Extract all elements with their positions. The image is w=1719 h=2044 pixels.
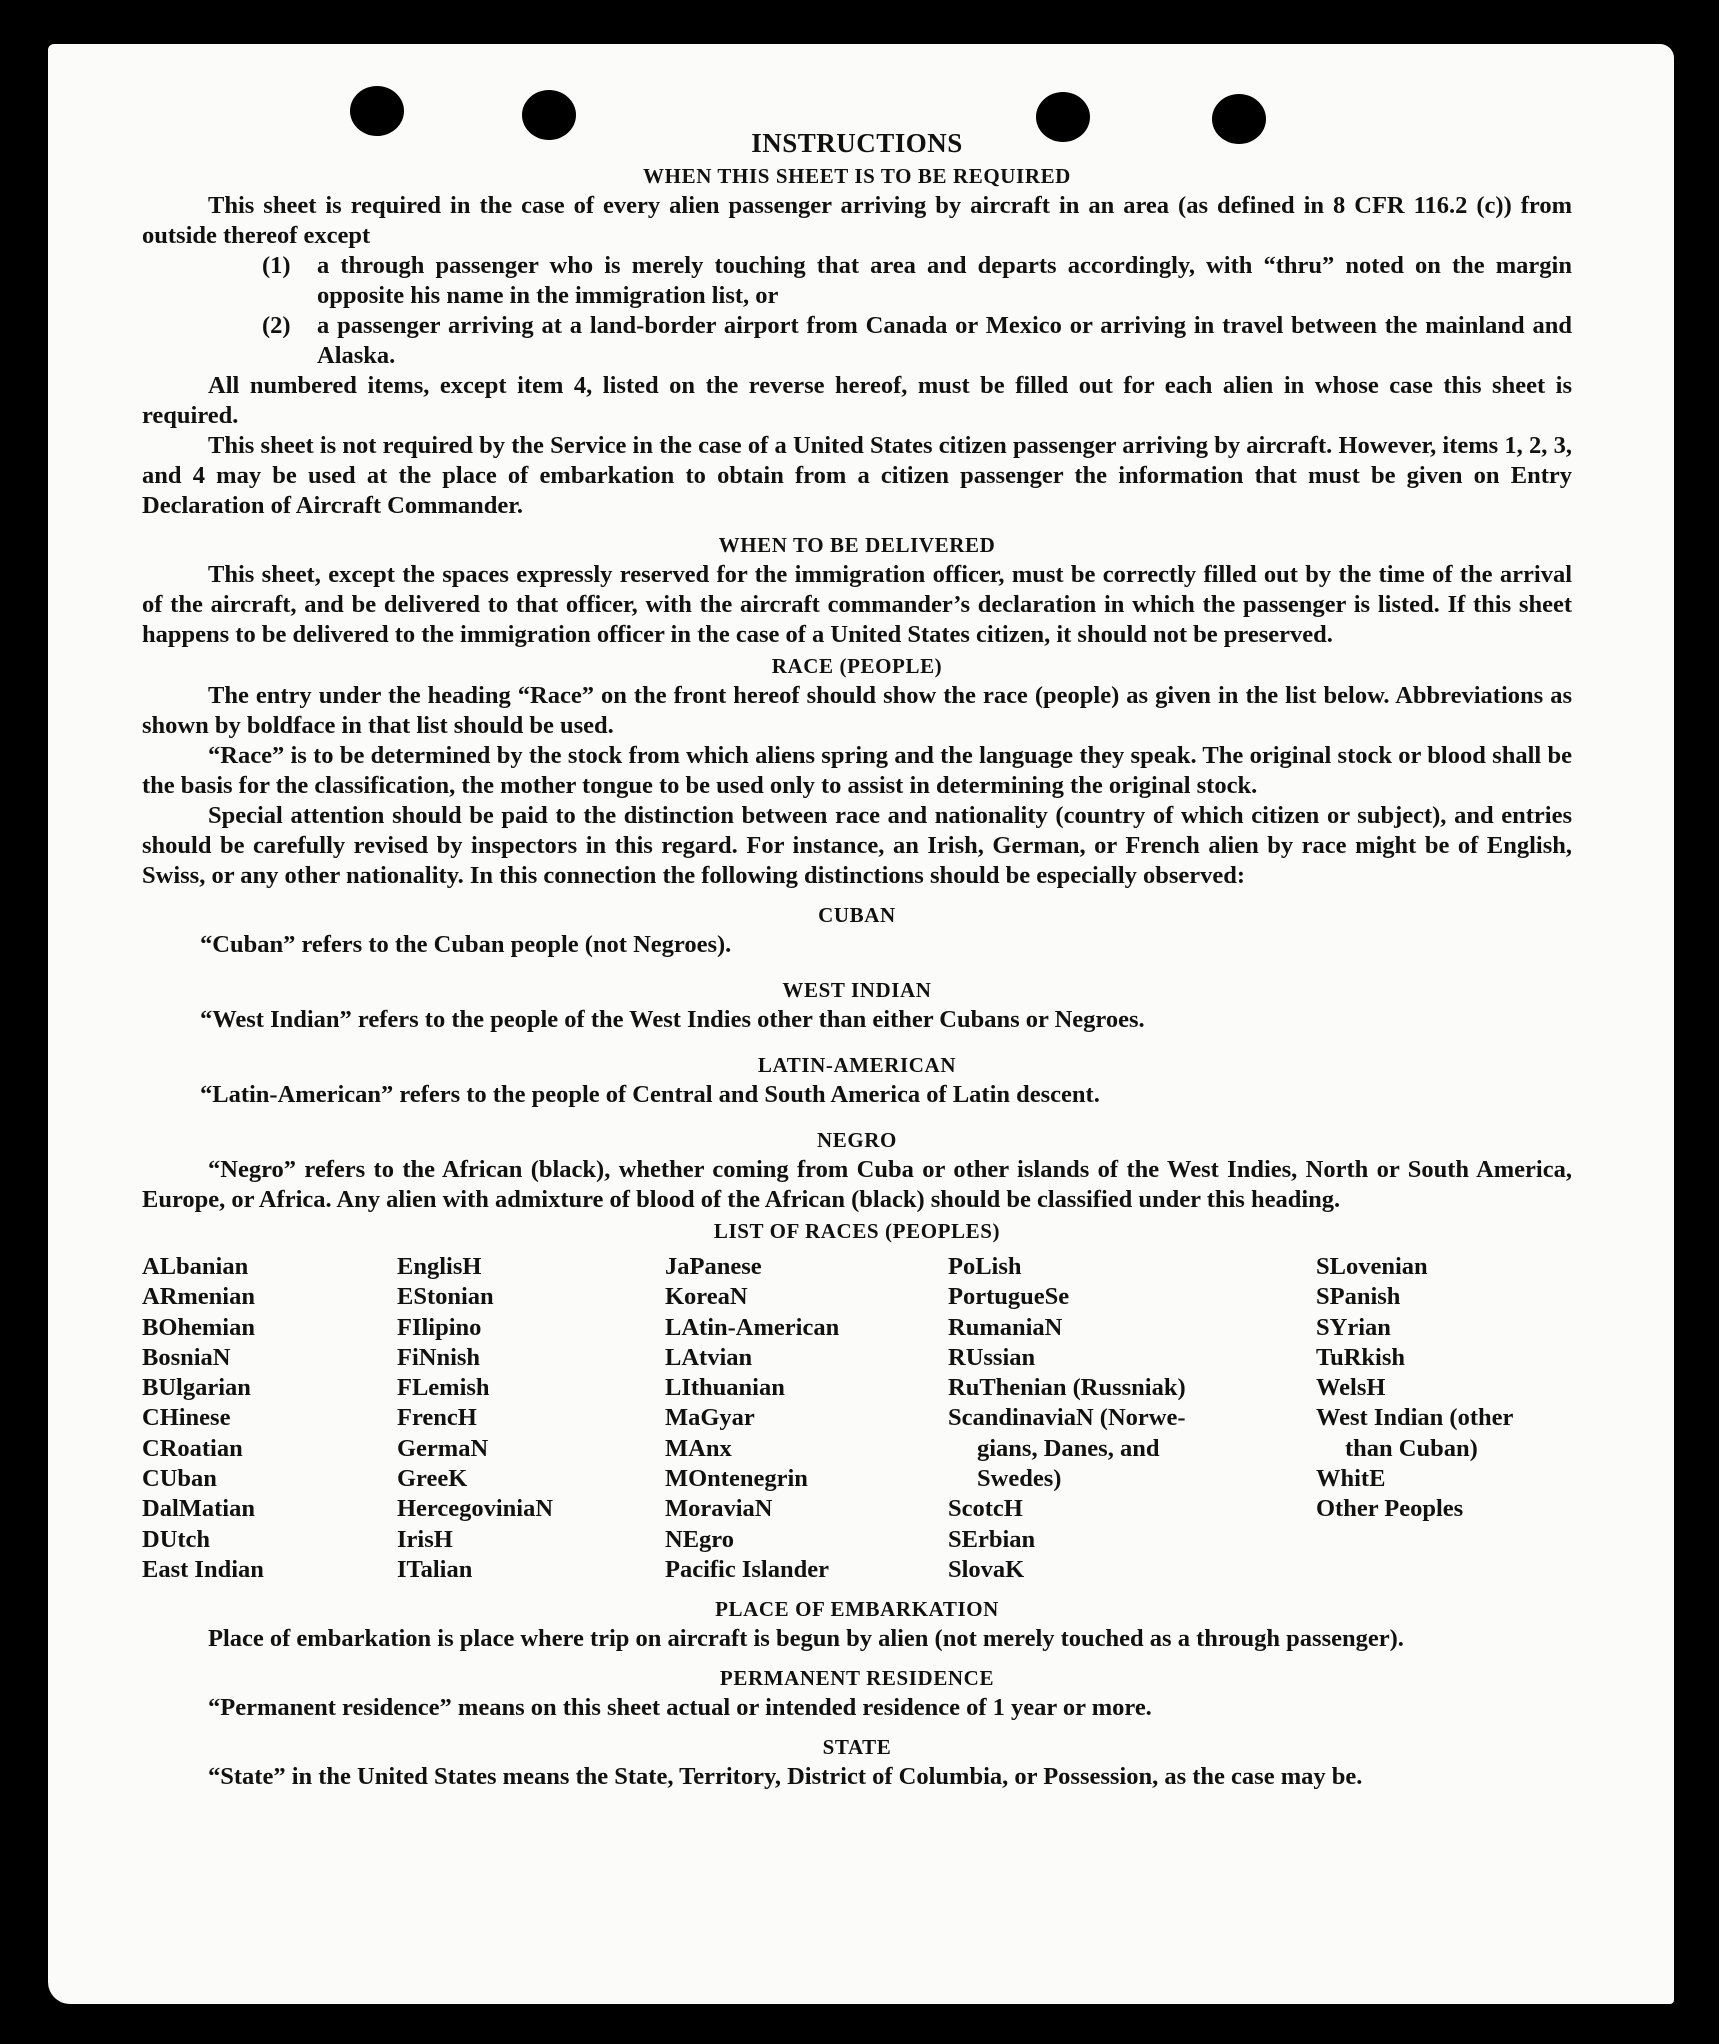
section-heading: WHEN THIS SHEET IS TO BE REQUIRED: [643, 164, 1071, 188]
race-item: ScotcH: [948, 1495, 1023, 1523]
race-item: FIlipino: [397, 1313, 482, 1341]
page-title: INSTRUCTIONS: [751, 128, 963, 158]
race-item: MoraviaN: [665, 1495, 773, 1523]
definition-heading: LATIN-AMERICAN: [757, 1053, 957, 1077]
section-heading: LIST OF RACES (PEOPLES): [713, 1219, 1001, 1243]
paragraph: “Race” is to be determined by the stock from which aliens spring and the language they speak. The original stock or blood shall be the basis for the classification, the mother tongue to be used only to assist in determining the original stock.: [142, 742, 1572, 799]
race-item: HercegoviniaN: [397, 1495, 554, 1523]
race-item: CRoatian: [142, 1434, 243, 1462]
race-item: BOhemian: [142, 1313, 255, 1341]
race-item: MAnx: [665, 1434, 732, 1462]
paragraph: All numbered items, except item 4, listed on the reverse hereof, must be filled out for each alien in whose case this sheet is required.: [142, 372, 1572, 429]
paragraph: Special attention should be paid to the distinction between race and nationality (country of which citizen or subject), and entries should be carefully revised by inspectors in this regard. For instance, an Irish, German, or French alien by race might be of English, Swiss, or any other nationality. In this connection the following distinctions should be especially observed:: [142, 802, 1572, 889]
race-column: [665, 1252, 948, 1585]
section-heading: PLACE OF EMBARKATION: [715, 1597, 999, 1622]
list-number: (2): [262, 312, 291, 339]
race-item: than Cuban): [1345, 1434, 1478, 1462]
race-item: Pacific Islander: [665, 1555, 829, 1583]
definition-text: “Cuban” refers to the Cuban people (not Negroes).: [200, 931, 732, 958]
paragraph: This sheet, except the spaces expressly reserved for the immigration officer, must be correctly filled out by the time of the arrival of the aircraft, and be delivered to that officer, with the aircraft commander’s declaration in which the passenger is listed. If this sheet happens to be delivered to the immigration officer in the case of a United States citizen, it should not be preserved.: [142, 561, 1572, 648]
instructions-content: [142, 118, 1572, 1792]
race-item: FiNnish: [397, 1343, 481, 1371]
race-item: West Indian (other: [1316, 1404, 1514, 1432]
race-item: PortugueSe: [948, 1283, 1070, 1311]
race-column: [142, 1252, 397, 1585]
list-text: a passenger arriving at a land-border airport from Canada or Mexico or arriving in travel between the mainland and Alaska.: [317, 312, 1572, 369]
section-heading: PERMANENT RESIDENCE: [719, 1666, 995, 1691]
race-item: GreeK: [397, 1465, 468, 1493]
race-item: Swedes): [977, 1465, 1062, 1493]
race-item: SErbian: [948, 1525, 1036, 1553]
race-item: East Indian: [142, 1555, 264, 1583]
race-item: JaPanese: [665, 1253, 762, 1280]
race-item: GermaN: [397, 1434, 489, 1462]
race-column: [948, 1252, 1316, 1585]
race-item: IrisH: [397, 1525, 453, 1553]
race-item: DalMatian: [142, 1495, 255, 1523]
race-item: PoLish: [948, 1253, 1022, 1280]
race-item: FrencH: [397, 1404, 477, 1432]
race-column: [1316, 1252, 1566, 1585]
paragraph: This sheet is required in the case of every alien passenger arriving by aircraft in an area (as defined in 8 CFR 116.2 (c)) from outside thereof except: [142, 192, 1572, 249]
section-heading: STATE: [822, 1735, 892, 1760]
race-item: MaGyar: [665, 1404, 755, 1432]
race-item: BUlgarian: [142, 1374, 251, 1402]
race-item: SYrian: [1316, 1313, 1391, 1341]
race-item: LIthuanian: [665, 1374, 785, 1402]
definition-heading: WEST INDIAN: [782, 978, 932, 1002]
race-item: RUssian: [948, 1343, 1036, 1371]
race-item: CHinese: [142, 1404, 231, 1432]
race-item: gians, Danes, and: [977, 1434, 1160, 1462]
race-item: NEgro: [665, 1525, 734, 1553]
paragraph: This sheet is not required by the Service in the case of a United States citizen passenger arriving by aircraft. However, items 1, 2, 3, and 4 may be used at the place of embarkation to obtain from a citizen passenger the information that must be given on Entry Declaration of Aircraft Commander.: [142, 432, 1572, 519]
race-item: SlovaK: [948, 1555, 1025, 1583]
section-heading: RACE (PEOPLE): [771, 654, 943, 678]
list-item: [262, 311, 1572, 371]
paragraph: Place of embarkation is place where trip on aircraft is begun by alien (not merely touched as a through passenger).: [208, 1625, 1404, 1653]
list-item: [262, 251, 1572, 311]
race-item: LAtvian: [665, 1343, 753, 1371]
race-item: SPanish: [1316, 1283, 1401, 1311]
race-item: FLemish: [397, 1374, 490, 1402]
list-number: (1): [262, 252, 291, 279]
race-item: LAtin-American: [665, 1313, 840, 1341]
race-item: KoreaN: [665, 1283, 748, 1311]
race-item: RuThenian (Russniak): [948, 1374, 1186, 1402]
definition-text: “West Indian” refers to the people of the West Indies other than either Cubans or Negroes.: [200, 1006, 1145, 1033]
race-item: EnglisH: [397, 1253, 482, 1280]
race-item: ARmenian: [142, 1283, 255, 1311]
race-item: DUtch: [142, 1525, 211, 1553]
race-item: BosniaN: [142, 1343, 231, 1371]
race-item: WelsH: [1316, 1374, 1386, 1402]
race-list: [142, 1252, 1572, 1585]
race-item: RumaniaN: [948, 1313, 1063, 1341]
paragraph: “State” in the United States means the State, Territory, District of Columbia, or Possession, as the case may be.: [208, 1763, 1363, 1791]
list-text: a through passenger who is merely touching that area and departs accordingly, with “thru” noted on the margin opposite his name in the immigration list, or: [317, 252, 1572, 309]
paragraph: The entry under the heading “Race” on the front hereof should show the race (people) as given in the list below. Abbreviations as shown by boldface in that list should be used.: [142, 682, 1572, 739]
definition-heading: NEGRO: [816, 1128, 897, 1152]
race-column: [397, 1252, 665, 1585]
race-item: EStonian: [397, 1283, 494, 1311]
race-item: Other Peoples: [1316, 1495, 1464, 1523]
definition-heading: CUBAN: [818, 903, 896, 927]
definition-text: “Latin-American” refers to the people of Central and South America of Latin descent.: [200, 1081, 1100, 1108]
race-item: CUban: [142, 1465, 217, 1493]
section-heading: WHEN TO BE DELIVERED: [718, 533, 996, 557]
race-item: ALbanian: [142, 1253, 249, 1280]
paragraph: “Permanent residence” means on this sheet actual or intended residence of 1 year or more.: [208, 1694, 1152, 1722]
race-item: SLovenian: [1316, 1253, 1428, 1280]
race-item: ScandinaviaN (Norwe-: [948, 1404, 1186, 1432]
race-item: TuRkish: [1316, 1343, 1406, 1371]
race-item: WhitE: [1316, 1465, 1386, 1493]
definition-text: “Negro” refers to the African (black), whether coming from Cuba or other islands of the West Indies, North or South America, Europe, or Africa. Any alien with admixture of blood of the African (black) should be classified under this heading.: [142, 1156, 1572, 1213]
race-item: MOntenegrin: [665, 1465, 808, 1493]
race-item: ITalian: [397, 1555, 473, 1583]
